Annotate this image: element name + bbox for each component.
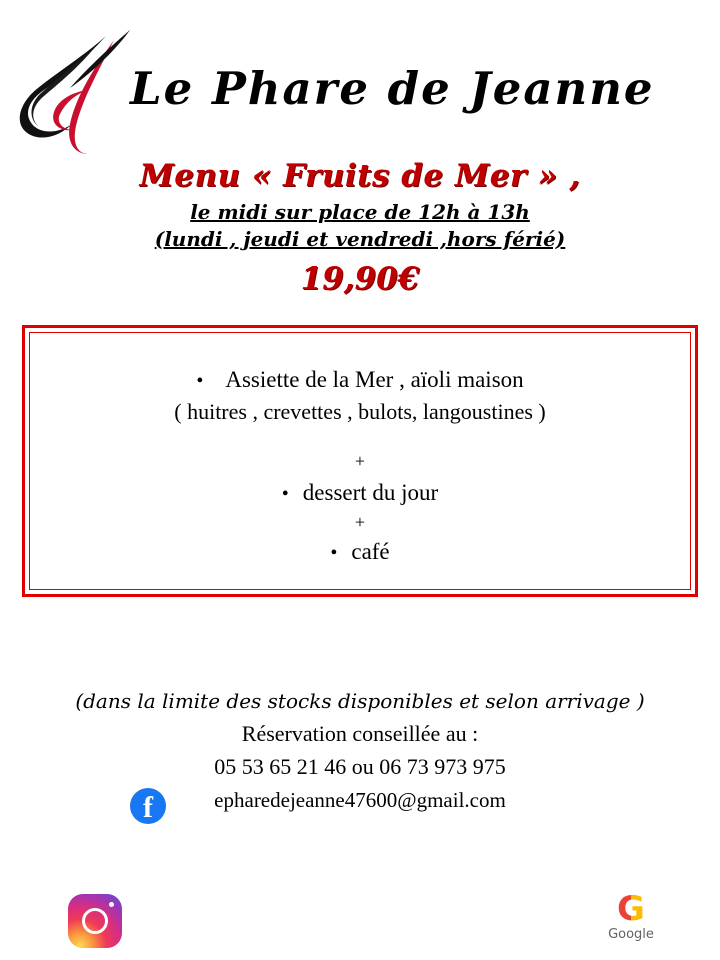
menu-item-dessert-label: dessert du jour [302,480,439,505]
instagram-ring [82,908,108,934]
menu-content-inner [29,332,691,590]
email-address[interactable]: epharedejeanne47600@gmail.com [214,788,506,812]
reservation-label: Réservation conseillée au : [241,721,479,746]
instagram-dot [109,902,114,907]
instagram-icon[interactable] [68,894,122,948]
menu-subtitle-days: (lundi , jeudi et vendredi ,hors férié) [154,227,566,251]
google-label: Google [608,927,654,942]
menu-item-main [30,367,690,393]
menu-item-cafe [30,539,690,565]
menu-item-main-detail: ( huitres , crevettes , bulots, langoustines ) [174,399,546,424]
phare-logo-icon [18,30,138,155]
title-block [0,158,720,297]
phone-numbers: 05 53 65 21 46 ou 06 73 973 975 [214,754,506,779]
bullet-icon: • [330,542,338,564]
page-footer [0,689,720,828]
brand-name: Le Phare de Jeanne [130,62,655,115]
menu-price: 19,90€ [300,261,420,297]
plus-separator-1: + [354,451,366,471]
page-header [0,0,720,150]
menu-item-main-label: Assiette de la Mer , aïoli maison [225,367,524,392]
menu-subtitle-hours: le midi sur place de 12h à 13h [190,200,530,224]
google-icon[interactable] [600,889,662,942]
menu-content-box [22,325,698,597]
menu-item-dessert [30,480,690,506]
menu-item-cafe-label: café [351,539,390,564]
email-row [0,788,720,828]
menu-title: Menu « Fruits de Mer » , [139,158,581,194]
stocks-note: (dans la limite des stocks disponibles et selon arrivage ) [75,689,645,713]
bullet-icon: • [281,483,289,505]
google-glyph: G [600,892,662,926]
bullet-icon: • [196,370,204,392]
facebook-glyph: f [143,791,153,824]
plus-separator-2: + [354,512,366,532]
facebook-icon[interactable] [130,788,166,824]
